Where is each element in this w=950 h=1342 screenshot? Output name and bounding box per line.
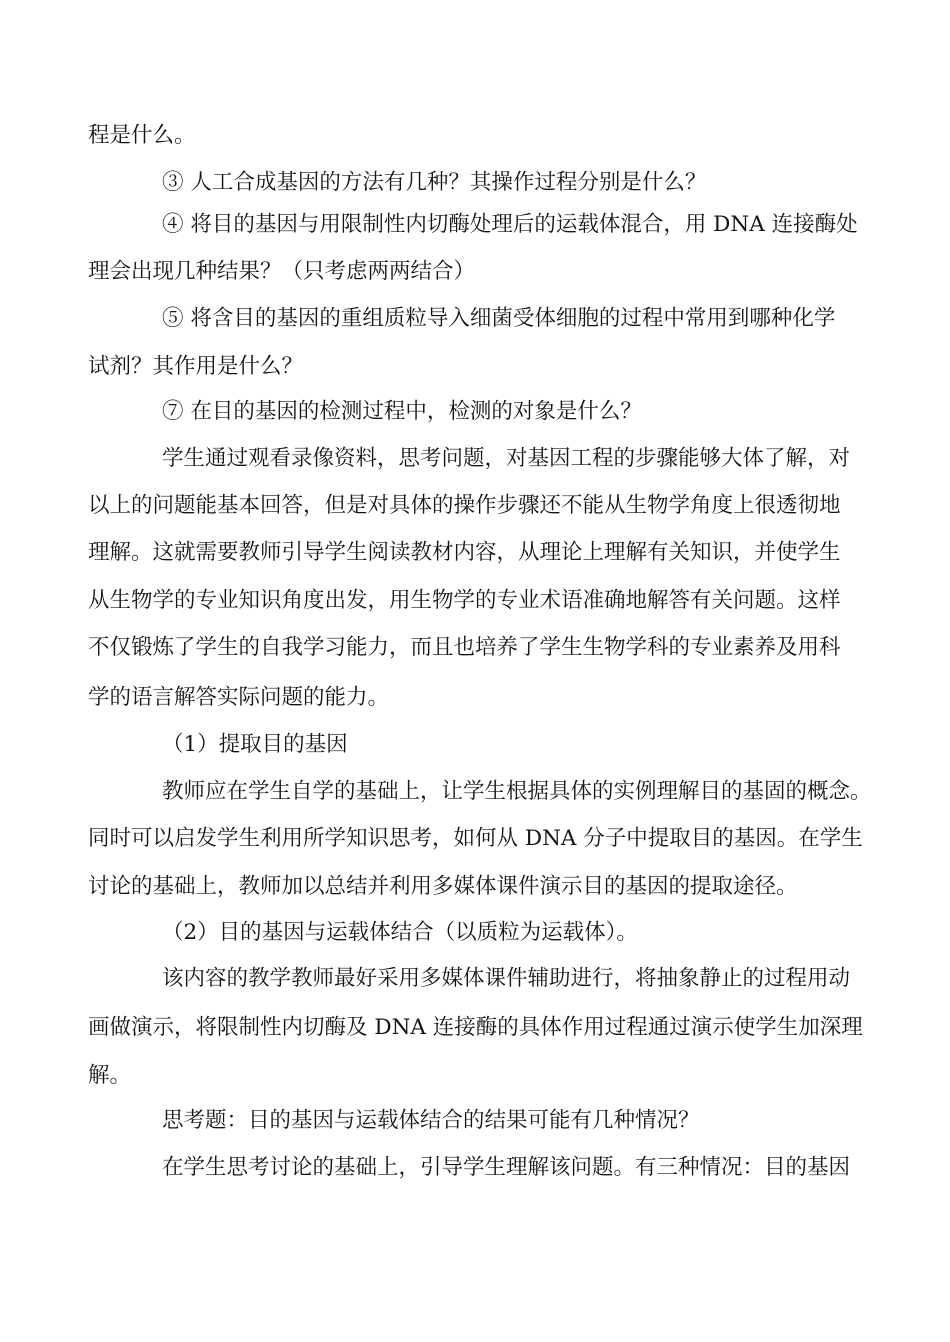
paragraph-line: 从生物学的专业知识角度出发，用生物学的专业术语准确地解答有关问题。这样 [88,588,841,613]
paragraph-line: 讨论的基础上，教师加以总结并利用多媒体课件演示目的基因的提取途径。 [88,874,798,899]
paragraph-line: 画做演示，将限制性内切酶及 DNA 连接酶的具体作用过程通过演示使学生加深理 [88,1015,863,1040]
paragraph-line: 教师应在学生自学的基础上，让学生根据具体的实例理解目的基固的概念。 [162,779,872,804]
text-line: 理会出现几种结果？（只考虑两两结合） [88,259,476,284]
question-7: ⑦ 在目的基因的检测过程中，检测的对象是什么？ [162,399,642,424]
text-line: 试剂？其作用是什么？ [88,354,304,379]
paragraph-line: 不仅锻炼了学生的自我学习能力，而且也培养了学生生物学科的专业素养及用科 [88,635,841,660]
question-4: ④ 将目的基因与用限制性内切酶处理后的运载体混合，用 DNA 连接酶处 [162,212,858,237]
question-3: ③ 人工合成基因的方法有几种？其操作过程分别是什么？ [162,170,707,195]
paragraph-line: 学的语言解答实际问题的能力。 [88,685,390,710]
paragraph-line: 学生通过观看录像资料，思考问题，对基因工程的步骤能够大体了解，对 [162,446,851,471]
paragraph-line: 在学生思考讨论的基础上，引导学生理解该问题。有三种情况：目的基因 [162,1155,851,1180]
question-line: 思考题：目的基因与运载体结合的结果可能有几种情况？ [162,1108,700,1133]
question-5: ⑤ 将含目的基因的重组质粒导入细菌受体细胞的过程中常用到哪种化学 [162,306,836,331]
paragraph-line: 该内容的教学教师最好采用多媒体课件辅助进行，将抽象静止的过程用动 [162,966,851,991]
paragraph-line: 以上的问题能基本回答，但是对具体的操作步骤还不能从生物学角度上很透彻地 [88,493,841,518]
section-heading: （2）目的基因与运载体结合（以质粒为运载体）。 [162,920,638,945]
section-heading: （1）提取目的基因 [162,732,348,757]
paragraph-line: 理解。这就需要教师引导学生阅读教材内容，从理论上理解有关知识，并使学生 [88,540,841,565]
paragraph-line: 解。 [88,1063,132,1088]
text-line: 程是什么。 [88,123,196,148]
paragraph-line: 同时可以启发学生利用所学知识思考，如何从 DNA 分子中提取目的基因。在学生 [88,826,863,851]
